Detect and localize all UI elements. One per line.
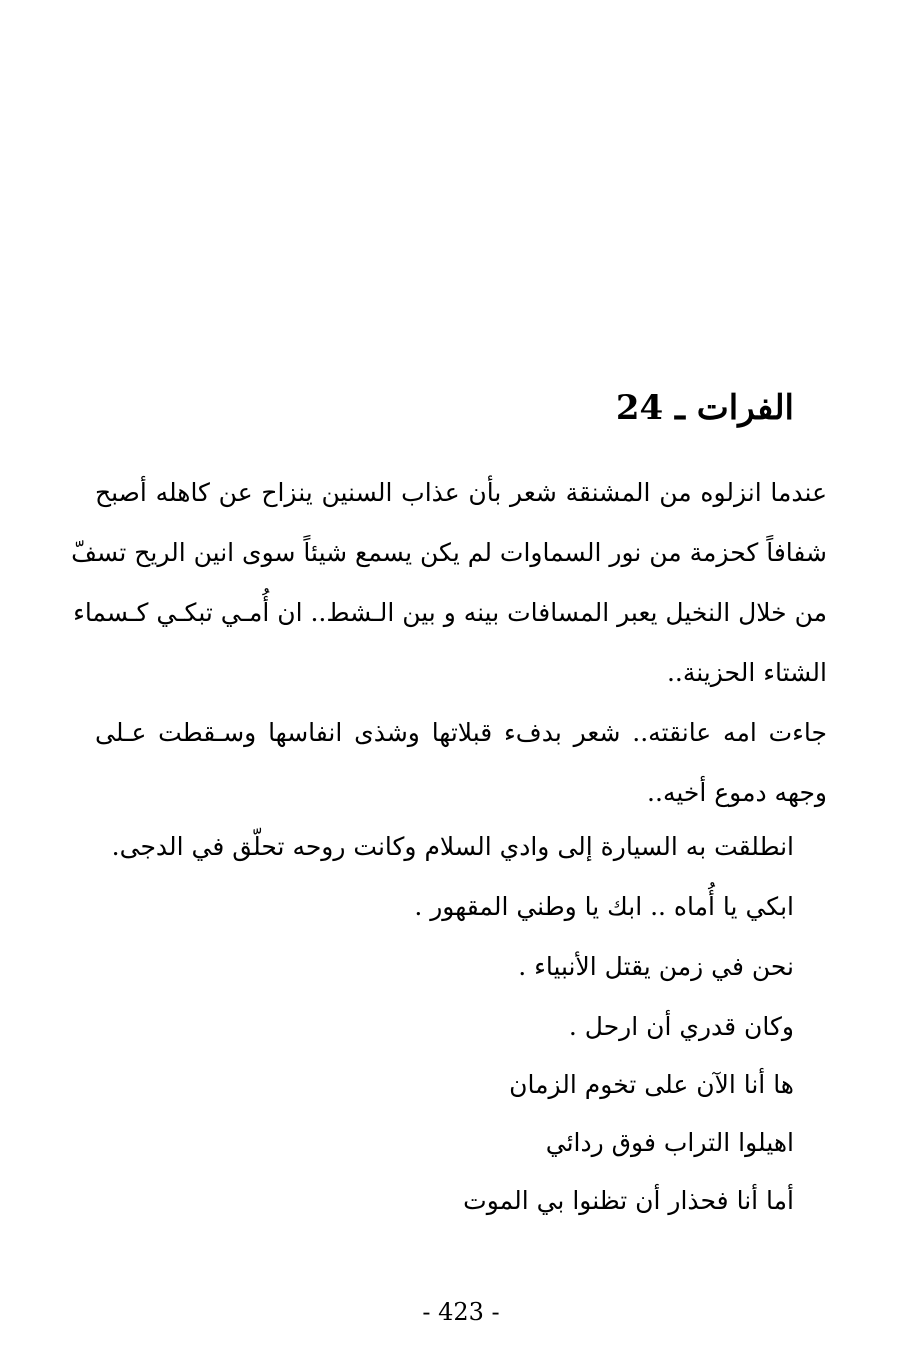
- verse-line: وكان قدري أن ارحل .: [568, 1012, 794, 1041]
- verse-line: ابكي يا أُماه .. ابك يا وطني المقهور .: [414, 892, 794, 921]
- verse-line: اهيلوا التراب فوق ردائي: [545, 1128, 794, 1157]
- paragraph-line: عندما انزلوه من المشنقة شعر بأن عذاب السنين ينزاح عن كاهله أصبح: [95, 478, 827, 507]
- verse-line: انطلقت به السيارة إلى وادي السلام وكانت روحه تحلّق في الدجى.: [111, 832, 794, 861]
- paragraph-2: [95, 703, 827, 823]
- chapter-heading: الفرات ـ 24: [615, 388, 794, 428]
- verse-line: أما أنا فحذار أن تظنوا بي الموت: [463, 1186, 794, 1215]
- verse-line: ها أنا الآن على تخوم الزمان: [509, 1070, 794, 1099]
- paragraph-line: من خلال النخيل يعبر المسافات بينه و بين الـشط.. ان أُمـي تبكـي كـسماء: [73, 598, 827, 627]
- paragraph-line: الشتاء الحزينة..: [666, 658, 827, 687]
- paragraph-line: شفافاً كحزمة من نور السماوات لم يكن يسمع شيئاً سوى انين الريح تسفّ: [71, 538, 827, 567]
- paragraph-line: جاءت امه عانقته.. شعر بدفء قبلاتها وشذى انفاسها وسـقطت عـلى: [95, 718, 827, 747]
- paragraph-1: [71, 463, 827, 703]
- verse-line: نحن في زمن يقتل الأنبياء .: [518, 952, 794, 981]
- paragraph-line: وجهه دموع أخيه..: [647, 778, 827, 807]
- page-number: - 423 -: [422, 1298, 500, 1326]
